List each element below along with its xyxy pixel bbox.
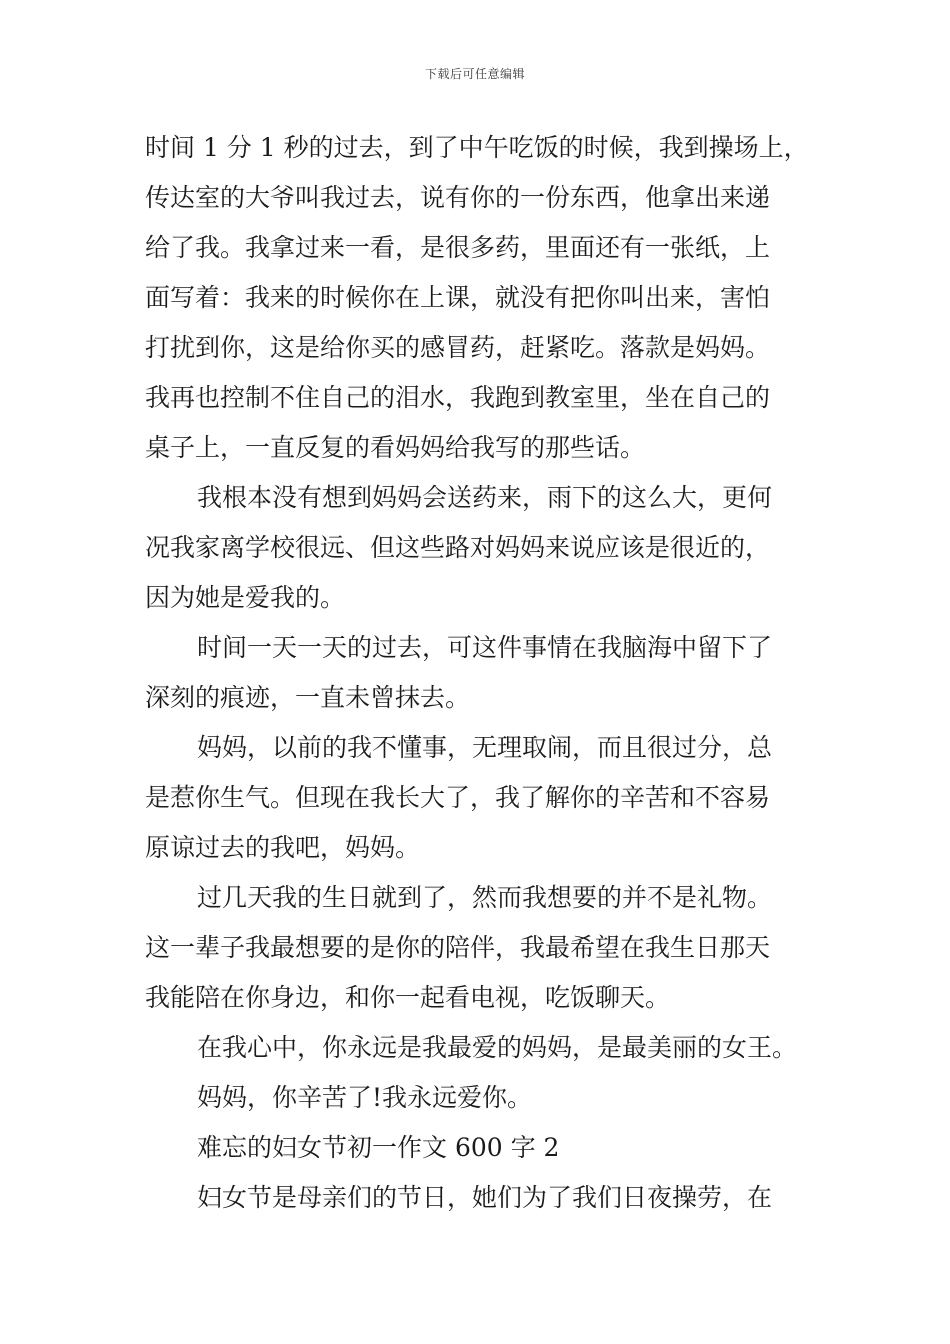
page-header: 下载后可任意编辑 xyxy=(424,67,525,81)
text-line: 我根本没有想到妈妈会送药来，雨下的这么大，更何 xyxy=(197,483,773,512)
text-line: 妇女节是母亲们的节日，她们为了我们日夜操劳，在 xyxy=(197,1183,773,1212)
text-line: 深刻的痕迹，一直未曾抹去。 xyxy=(145,683,471,712)
text-line: 况我家离学校很远、但这些路对妈妈来说应该是很近的， xyxy=(145,533,771,562)
text-line: 面写着：我来的时候你在上课，就没有把你叫出来，害怕 xyxy=(145,283,771,312)
text-line: 这一辈子我最想要的是你的陪伴，我最希望在我生日那天 xyxy=(145,933,771,962)
text-line: 过几天我的生日就到了，然而我想要的并不是礼物。 xyxy=(197,883,773,912)
text-line: 原谅过去的我吧，妈妈。 xyxy=(145,833,421,862)
text-line: 我再也控制不住自己的泪水，我跑到教室里，坐在自己的 xyxy=(145,383,771,412)
text-line: 妈妈，你辛苦了!我永远爱你。 xyxy=(197,1083,533,1112)
text-line: 在我心中，你永远是我最爱的妈妈，是最美丽的女王。 xyxy=(197,1033,798,1062)
text-line: 打扰到你，这是给你买的感冒药，赶紧吃。落款是妈妈。 xyxy=(145,333,771,362)
text-line: 我能陪在你身边，和你一起看电视，吃饭聊天。 xyxy=(145,983,671,1012)
text-line: 妈妈，以前的我不懂事，无理取闹，而且很过分，总 xyxy=(197,733,773,762)
text-line: 给了我。我拿过来一看，是很多药，里面还有一张纸，上 xyxy=(145,233,771,262)
text-line: 难忘的妇女节初一作文 600 字 2 xyxy=(197,1133,560,1162)
document-body xyxy=(145,123,810,1223)
text-line: 因为她是爱我的。 xyxy=(145,583,346,612)
text-line: 桌子上，一直反复的看妈妈给我写的那些话。 xyxy=(145,433,646,462)
text-line: 时间一天一天的过去，可这件事情在我脑海中留下了 xyxy=(197,633,773,662)
text-line: 传达室的大爷叫我过去，说有你的一份东西，他拿出来递 xyxy=(145,183,771,212)
text-line: 时间 1 分 1 秒的过去，到了中午吃饭的时候，我到操场上， xyxy=(145,133,809,162)
text-line: 是惹你生气。但现在我长大了，我了解你的辛苦和不容易 xyxy=(145,783,771,812)
